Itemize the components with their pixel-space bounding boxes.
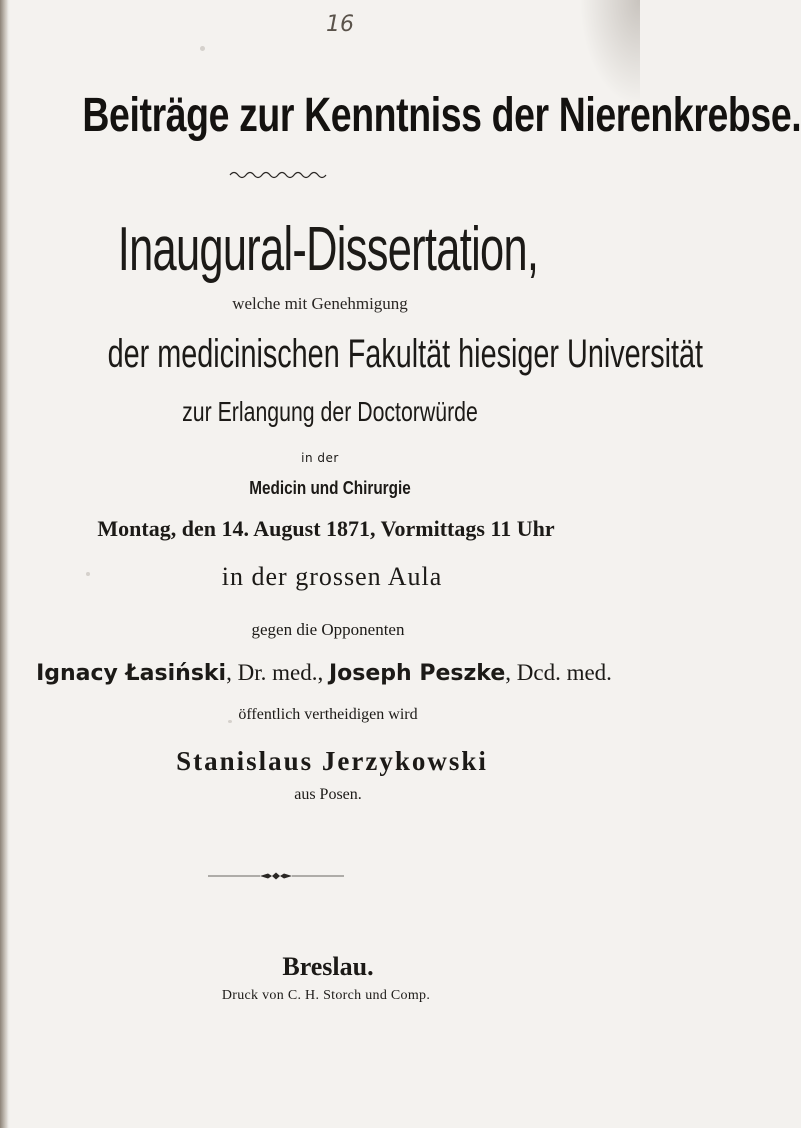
main-title: Beiträge zur Kenntniss der Nierenkrebse. [82, 89, 801, 142]
binding-edge [0, 0, 8, 1128]
venue-line: in der grossen Aula [221, 562, 443, 591]
line-in-der: in der [301, 451, 339, 465]
opponent-2-name: Joseph Peszke [328, 661, 506, 686]
opponent-1-name: Ignacy Łasiński [36, 661, 227, 686]
defense-line: öffentlich vertheidigen wird [238, 706, 418, 723]
faculty-line: der medicinischen Fakultät hiesiger Universität [107, 332, 704, 376]
dissertation-title: Inaugural-Dissertation, [117, 215, 539, 284]
author-origin: aus Posen. [294, 786, 362, 803]
subject-line: Medicin und Chirurgie [249, 478, 411, 498]
date-line: Montag, den 14. August 1871, Vormittags 11 Uhr [97, 516, 555, 541]
line-welche: welche mit Genehmigung [232, 294, 408, 313]
opponents-intro: gegen die Opponenten [251, 620, 405, 639]
paper-stain [200, 46, 205, 51]
place-of-publication: Breslau. [282, 952, 374, 981]
paper-stain [228, 720, 232, 723]
author-name: Stanislaus Jerzykowski [176, 746, 488, 776]
paper-stain [86, 572, 90, 576]
opponents-line [4, 660, 644, 686]
rule-ornament [208, 872, 344, 880]
shelfmark: 16 [326, 12, 354, 37]
wave-ornament [230, 170, 330, 180]
doctorate-line: zur Erlangung der Doctorwürde [182, 396, 478, 427]
opponent-1-title: , Dr. med., [226, 660, 329, 685]
printer-line: Druck von C. H. Storch und Comp. [221, 988, 431, 1003]
opponent-2-title: , Dcd. med. [505, 660, 612, 685]
